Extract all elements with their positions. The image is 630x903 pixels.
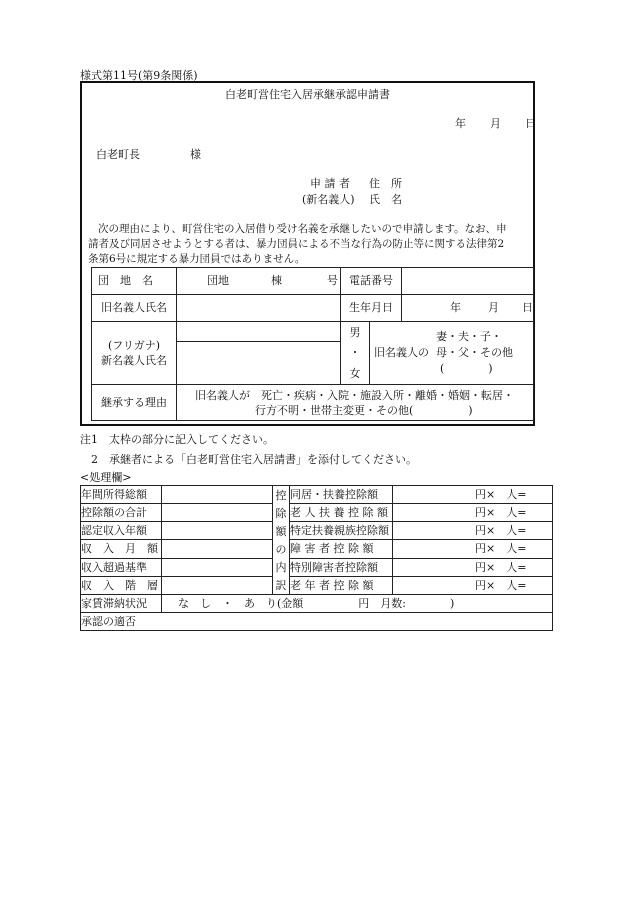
furigana-label: (フリガナ) [107,339,161,352]
relation-option-2: 母・父・その他 [436,346,513,359]
proc-left-label-1: 年間所得総額 [81,486,162,504]
danchi-label: 団 地 名 [98,274,153,288]
new-name-value-cell[interactable] [177,342,341,385]
birth-year: 年 [450,301,461,314]
note-2: 2 承継者による「白老町営住宅入居請書」を添付してください。 [80,453,417,466]
danchi-value-cell[interactable] [177,268,341,295]
kojo-char-4: の [275,542,287,556]
deduction-value-text-2: 円× 人= [475,506,527,520]
processing-header: <処理欄> [80,471,132,484]
arrears-label: 家賃滞納状況 [81,595,162,613]
deduction-value-text-4: 円× 人= [475,542,527,556]
deduction-value-6[interactable] [393,576,553,594]
danchi-label-cell [92,268,177,295]
proc-left-value-1[interactable] [162,486,273,504]
statement [88,222,533,267]
relation-option-1: 妻・夫・子・ [436,330,502,343]
addressee-name: 白老町長 [96,148,140,161]
date-day: 日 [525,117,536,130]
arrears-value-text: な し ・ あ り(金額 円 月数: ) [178,596,455,610]
proc-left-label-2: 控除額の合計 [81,504,162,522]
proc-left-value-6[interactable] [162,576,273,594]
kojo-char-5: 内 [275,560,287,574]
phone-value-cell[interactable] [402,268,534,295]
birth-month: 月 [488,301,499,314]
relation-cell[interactable] [370,322,534,385]
proc-left-label-5: 収入超過基準 [81,558,162,576]
reason-label: 継承する理由 [101,395,167,409]
deduction-label-1: 同居・扶養控除額 [290,486,393,504]
deduction-value-3[interactable] [393,522,553,540]
birth-value-cell[interactable] [402,295,534,322]
birth-day: 日 [522,301,533,314]
deduction-value-1[interactable] [393,486,553,504]
arrears-value[interactable] [162,595,553,613]
deduction-value-text-5: 円× 人= [475,560,527,574]
proc-left-value-2[interactable] [162,504,273,522]
reason-value-cell[interactable] [177,385,534,421]
applicant-table [91,267,534,421]
reason-line-2: 行方不明・世帯主変更・その他( ) [255,403,473,417]
approval-label: 承認の適否 [81,614,136,628]
applicant-address-label: 住 所 [369,177,402,190]
note-1: 注1 太枠の部分に記入してください。 [80,433,274,446]
deduction-value-text-3: 円× 人= [475,524,527,538]
old-name-label: 旧名義人氏名 [101,301,167,315]
reason-label-cell [92,385,177,421]
proc-left-label-6: 収 入 階 層 [81,576,162,594]
phone-label: 電話番号 [349,274,393,288]
kojo-char-3: 額 [275,524,287,538]
gender-female: 女 [349,367,361,381]
addressee-honorific: 様 [190,148,201,161]
statement-line-1: 次の理由により、町営住宅の入居借り受け名義を承継したいので申請します。なお、申 [98,223,507,235]
deduction-value-text-6: 円× 人= [475,578,527,592]
relation-option-3: ( ) [440,362,493,375]
statement-line-3: 条第6号に規定する暴力団員ではありません。 [88,253,306,265]
proc-left-label-4: 収 入 月 額 [81,540,162,558]
tou-word: 棟 [271,274,282,287]
deduction-value-4[interactable] [393,540,553,558]
deduction-value-text-1: 円× 人= [475,487,527,501]
applicant-role-sub: (新名義人) [302,193,355,206]
approval-row[interactable] [81,613,553,631]
relation-label: 旧名義人の [374,346,429,359]
deduction-value-5[interactable] [393,558,553,576]
main-form [80,81,535,426]
deduction-label-4: 障 害 者 控 除 額 [290,540,393,558]
old-name-label-cell [92,295,177,322]
birth-label-cell [341,295,402,322]
deduction-label-2: 老 人 扶 養 控 除 額 [290,504,393,522]
form-number: 様式第11号(第9条関係) [80,69,198,82]
proc-left-value-4[interactable] [162,540,273,558]
form-title: 白老町営住宅入居承継承認申請書 [225,88,390,101]
kojo-char-2: 除 [275,506,287,520]
kojo-char-1: 控 [275,488,287,502]
gender-dot: ・ [349,346,361,360]
birth-label: 生年月日 [349,301,393,315]
kojo-vertical-cell [273,486,290,595]
applicant-name-label: 氏 名 [369,193,402,206]
new-name-label: 新名義人氏名 [101,354,167,367]
phone-label-cell [341,268,402,295]
deduction-value-2[interactable] [393,504,553,522]
statement-line-2: 請者及び同居させようとする者は、暴力団員による不当な行為の防止等に関する法律第2 [88,238,505,250]
date-year: 年 [455,117,466,130]
gender-male: 男 [349,325,361,339]
reason-line-1: 旧名義人が 死亡・疾病・入院・施設入所・離婚・婚姻・転居・ [195,388,514,402]
deduction-label-5: 特別障害者控除額 [290,558,393,576]
danchi-word: 団地 [207,274,229,287]
furigana-value-cell[interactable] [177,322,341,342]
kojo-char-6: 訳 [275,578,287,592]
processing-table [80,485,553,631]
applicant-role: 申 請 者 [310,177,350,190]
gou-word: 号 [327,274,338,287]
proc-left-label-3: 認定収入年額 [81,522,162,540]
old-name-value-cell[interactable] [177,295,341,322]
proc-left-value-3[interactable] [162,522,273,540]
deduction-label-6: 老 年 者 控 除 額 [290,576,393,594]
proc-left-value-5[interactable] [162,558,273,576]
new-name-label-cell [92,322,177,385]
gender-cell[interactable] [341,322,370,385]
deduction-label-3: 特定扶養親族控除額 [290,522,393,540]
date-month: 月 [490,117,501,130]
